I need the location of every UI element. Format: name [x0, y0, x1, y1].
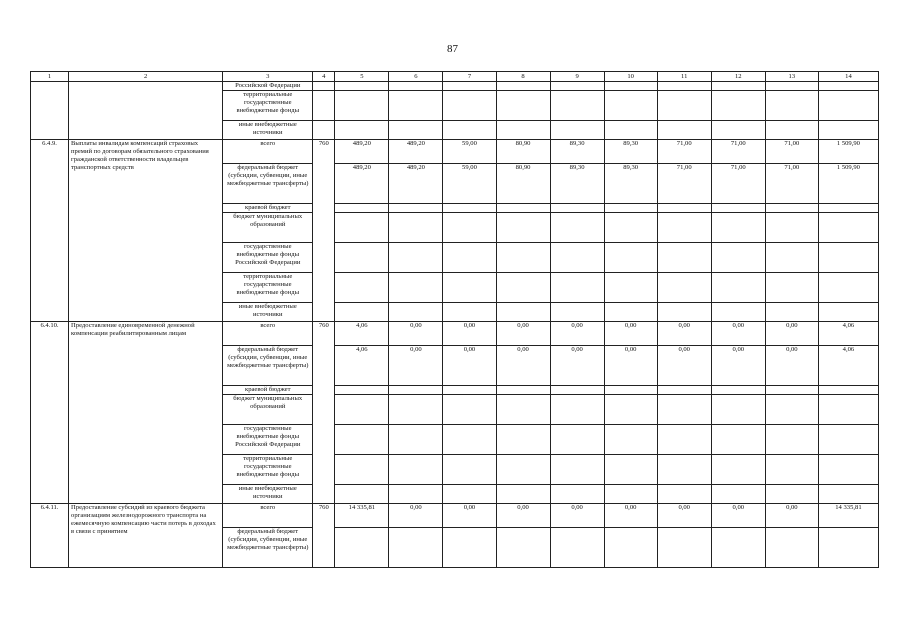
value-cell	[335, 91, 389, 121]
value-cell	[711, 204, 765, 213]
value-cell: 0,00	[604, 322, 657, 346]
value-cell	[550, 91, 604, 121]
funding-source-cell: иные внебюджетные источники	[223, 303, 313, 322]
value-cell	[443, 528, 496, 568]
value-cell	[389, 213, 443, 243]
value-cell	[389, 273, 443, 303]
value-cell	[765, 121, 818, 140]
value-cell	[711, 528, 765, 568]
funding-source-cell: территориальные государственные внебюджетные фонды	[223, 455, 313, 485]
value-cell	[604, 485, 657, 504]
value-cell: 71,00	[711, 164, 765, 204]
value-cell	[496, 82, 550, 91]
value-cell	[443, 243, 496, 273]
value-cell	[765, 91, 818, 121]
value-cell	[818, 91, 878, 121]
value-cell	[604, 455, 657, 485]
value-cell	[818, 243, 878, 273]
value-cell	[335, 455, 389, 485]
item-name: Предоставление субсидий из краевого бюджета организациям железнодорожного транспорта на ежемесячную компенсацию части потерь в доходах в связи с принятием	[69, 504, 223, 568]
value-cell	[550, 213, 604, 243]
value-cell	[604, 386, 657, 395]
value-cell	[496, 425, 550, 455]
value-cell	[711, 82, 765, 91]
value-cell	[550, 395, 604, 425]
value-cell	[818, 395, 878, 425]
code-cell: 760	[313, 322, 335, 504]
value-cell	[604, 425, 657, 455]
value-cell	[550, 204, 604, 213]
value-cell	[657, 91, 711, 121]
value-cell	[818, 425, 878, 455]
value-cell	[765, 273, 818, 303]
value-cell: 0,00	[389, 504, 443, 528]
value-cell: 0,00	[389, 322, 443, 346]
value-cell: 0,00	[711, 504, 765, 528]
value-cell	[389, 303, 443, 322]
value-cell	[657, 243, 711, 273]
value-cell	[765, 395, 818, 425]
column-header: 10	[604, 72, 657, 82]
column-header: 3	[223, 72, 313, 82]
value-cell	[604, 213, 657, 243]
value-cell	[335, 303, 389, 322]
value-cell	[711, 243, 765, 273]
value-cell	[818, 485, 878, 504]
value-cell	[389, 528, 443, 568]
value-cell	[313, 91, 335, 121]
value-cell	[711, 273, 765, 303]
value-cell	[818, 213, 878, 243]
value-cell	[711, 303, 765, 322]
value-cell	[335, 273, 389, 303]
value-cell	[657, 425, 711, 455]
value-cell	[389, 485, 443, 504]
value-cell	[496, 91, 550, 121]
name-cell	[69, 82, 223, 140]
value-cell	[604, 273, 657, 303]
value-cell: 0,00	[496, 346, 550, 386]
value-cell	[657, 395, 711, 425]
funding-source-cell: иные внебюджетные источники	[223, 485, 313, 504]
value-cell	[496, 395, 550, 425]
value-cell	[335, 395, 389, 425]
value-cell	[443, 213, 496, 243]
funding-source-cell: бюджет муниципальных образований	[223, 213, 313, 243]
value-cell	[604, 121, 657, 140]
value-cell	[657, 386, 711, 395]
table-row	[31, 82, 879, 91]
value-cell	[335, 121, 389, 140]
value-cell	[496, 121, 550, 140]
funding-source-cell: федеральный бюджет (субсидии, субвенции, иные межбюджетные трансферты)	[223, 528, 313, 568]
value-cell	[711, 425, 765, 455]
value-cell	[550, 303, 604, 322]
value-cell	[550, 273, 604, 303]
value-cell	[496, 303, 550, 322]
item-name: Предоставление единовременной денежной компенсации реабилитированным лицам	[69, 322, 223, 504]
code-cell: 760	[313, 140, 335, 322]
value-cell	[765, 213, 818, 243]
value-cell	[496, 204, 550, 213]
value-cell	[711, 213, 765, 243]
value-cell: 89,30	[604, 140, 657, 164]
value-cell: 0,00	[657, 504, 711, 528]
funding-source-cell: всего	[223, 504, 313, 528]
column-header: 5	[335, 72, 389, 82]
value-cell: 0,00	[604, 346, 657, 386]
value-cell	[765, 243, 818, 273]
code-cell: 760	[313, 504, 335, 568]
value-cell: 4,06	[818, 346, 878, 386]
value-cell	[657, 273, 711, 303]
item-number: 6.4.11.	[31, 504, 69, 568]
value-cell: 71,00	[765, 140, 818, 164]
value-cell	[389, 455, 443, 485]
value-cell: 71,00	[765, 164, 818, 204]
value-cell	[711, 455, 765, 485]
value-cell: 489,20	[389, 164, 443, 204]
column-header: 11	[657, 72, 711, 82]
value-cell	[657, 204, 711, 213]
column-header: 9	[550, 72, 604, 82]
value-cell	[711, 91, 765, 121]
num-cell	[31, 82, 69, 140]
value-cell: 4,06	[335, 346, 389, 386]
value-cell	[335, 243, 389, 273]
value-cell	[496, 213, 550, 243]
column-header: 4	[313, 72, 335, 82]
value-cell	[765, 204, 818, 213]
column-header: 1	[31, 72, 69, 82]
value-cell	[443, 82, 496, 91]
value-cell: 0,00	[711, 322, 765, 346]
value-cell	[604, 204, 657, 213]
value-cell: 0,00	[496, 322, 550, 346]
value-cell	[389, 395, 443, 425]
header-row	[31, 72, 879, 82]
value-cell: 71,00	[711, 140, 765, 164]
value-cell	[443, 303, 496, 322]
value-cell	[550, 485, 604, 504]
value-cell: 71,00	[657, 140, 711, 164]
value-cell	[443, 91, 496, 121]
value-cell	[604, 243, 657, 273]
value-cell	[604, 91, 657, 121]
value-cell	[818, 455, 878, 485]
value-cell	[389, 243, 443, 273]
value-cell	[443, 425, 496, 455]
value-cell: 0,00	[550, 346, 604, 386]
funding-source-cell: федеральный бюджет (субсидии, субвенции, иные межбюджетные трансферты)	[223, 164, 313, 204]
funding-source-cell: Российской Федерации	[223, 82, 313, 91]
value-cell	[550, 82, 604, 91]
value-cell	[550, 455, 604, 485]
value-cell: 89,30	[550, 164, 604, 204]
value-cell	[443, 204, 496, 213]
value-cell	[335, 213, 389, 243]
value-cell	[389, 425, 443, 455]
value-cell	[313, 121, 335, 140]
value-cell	[604, 303, 657, 322]
table-row	[31, 140, 879, 164]
value-cell	[335, 485, 389, 504]
value-cell	[550, 386, 604, 395]
value-cell	[496, 455, 550, 485]
funding-source-cell: территориальные государственные внебюджетные фонды	[223, 273, 313, 303]
value-cell	[496, 386, 550, 395]
value-cell: 0,00	[550, 322, 604, 346]
value-cell	[765, 82, 818, 91]
value-cell	[818, 303, 878, 322]
value-cell	[335, 528, 389, 568]
value-cell: 1 509,90	[818, 140, 878, 164]
value-cell	[818, 82, 878, 91]
value-cell	[711, 395, 765, 425]
value-cell	[313, 82, 335, 91]
value-cell: 14 335,81	[818, 504, 878, 528]
value-cell	[657, 485, 711, 504]
value-cell: 59,00	[443, 140, 496, 164]
funding-source-cell: территориальные государственные внебюджетные фонды	[223, 91, 313, 121]
value-cell: 489,20	[389, 140, 443, 164]
value-cell: 0,00	[443, 322, 496, 346]
value-cell	[765, 455, 818, 485]
value-cell	[550, 121, 604, 140]
value-cell: 0,00	[657, 322, 711, 346]
value-cell	[657, 82, 711, 91]
value-cell	[443, 273, 496, 303]
table-row	[31, 322, 879, 346]
value-cell: 0,00	[765, 346, 818, 386]
value-cell	[496, 485, 550, 504]
value-cell	[496, 243, 550, 273]
value-cell	[657, 455, 711, 485]
funding-source-cell: краевой бюджет	[223, 386, 313, 395]
value-cell	[550, 425, 604, 455]
value-cell: 14 335,81	[335, 504, 389, 528]
column-header: 2	[69, 72, 223, 82]
value-cell	[657, 213, 711, 243]
value-cell: 0,00	[711, 346, 765, 386]
value-cell: 4,06	[335, 322, 389, 346]
value-cell	[604, 82, 657, 91]
value-cell: 89,30	[604, 164, 657, 204]
value-cell	[604, 528, 657, 568]
value-cell: 0,00	[496, 504, 550, 528]
value-cell: 59,00	[443, 164, 496, 204]
value-cell	[335, 425, 389, 455]
value-cell	[443, 455, 496, 485]
value-cell: 0,00	[550, 504, 604, 528]
value-cell: 89,30	[550, 140, 604, 164]
column-header: 14	[818, 72, 878, 82]
value-cell	[550, 243, 604, 273]
value-cell	[818, 121, 878, 140]
value-cell	[657, 303, 711, 322]
value-cell	[657, 121, 711, 140]
value-cell: 0,00	[765, 322, 818, 346]
value-cell	[389, 386, 443, 395]
value-cell	[604, 395, 657, 425]
value-cell	[335, 386, 389, 395]
value-cell	[443, 386, 496, 395]
value-cell: 0,00	[657, 346, 711, 386]
value-cell: 4,06	[818, 322, 878, 346]
value-cell	[765, 303, 818, 322]
value-cell	[765, 528, 818, 568]
value-cell	[765, 485, 818, 504]
value-cell	[765, 425, 818, 455]
value-cell: 489,20	[335, 164, 389, 204]
funding-source-cell: государственные внебюджетные фонды Российской Федерации	[223, 243, 313, 273]
item-number: 6.4.10.	[31, 322, 69, 504]
value-cell	[818, 528, 878, 568]
value-cell	[765, 386, 818, 395]
value-cell: 1 509,90	[818, 164, 878, 204]
budget-table	[30, 71, 879, 568]
funding-source-cell: всего	[223, 322, 313, 346]
value-cell	[496, 273, 550, 303]
value-cell: 0,00	[443, 346, 496, 386]
value-cell: 0,00	[389, 346, 443, 386]
funding-source-cell: всего	[223, 140, 313, 164]
value-cell	[818, 273, 878, 303]
value-cell: 80,90	[496, 164, 550, 204]
value-cell	[389, 91, 443, 121]
funding-source-cell: краевой бюджет	[223, 204, 313, 213]
value-cell	[818, 204, 878, 213]
value-cell	[657, 528, 711, 568]
value-cell	[335, 204, 389, 213]
value-cell	[818, 386, 878, 395]
value-cell	[496, 528, 550, 568]
item-number: 6.4.9.	[31, 140, 69, 322]
funding-source-cell: бюджет муниципальных образований	[223, 395, 313, 425]
table-row	[31, 504, 879, 528]
value-cell	[443, 121, 496, 140]
column-header: 13	[765, 72, 818, 82]
value-cell: 71,00	[657, 164, 711, 204]
item-name: Выплаты инвалидам компенсаций страховых премий по договорам обязательного страхования гражданской ответственности владельцев транспортных средств	[69, 140, 223, 322]
value-cell: 0,00	[604, 504, 657, 528]
column-header: 7	[443, 72, 496, 82]
value-cell	[711, 485, 765, 504]
funding-source-cell: государственные внебюджетные фонды Российской Федерации	[223, 425, 313, 455]
value-cell	[389, 82, 443, 91]
column-header: 6	[389, 72, 443, 82]
value-cell: 80,90	[496, 140, 550, 164]
column-header: 12	[711, 72, 765, 82]
value-cell: 489,20	[335, 140, 389, 164]
value-cell	[711, 121, 765, 140]
value-cell	[443, 485, 496, 504]
column-header: 8	[496, 72, 550, 82]
value-cell	[550, 528, 604, 568]
value-cell	[711, 386, 765, 395]
funding-source-cell: федеральный бюджет (субсидии, субвенции, иные межбюджетные трансферты)	[223, 346, 313, 386]
value-cell	[389, 121, 443, 140]
value-cell	[443, 395, 496, 425]
value-cell	[335, 82, 389, 91]
funding-source-cell: иные внебюджетные источники	[223, 121, 313, 140]
value-cell: 0,00	[443, 504, 496, 528]
value-cell: 0,00	[765, 504, 818, 528]
value-cell	[389, 204, 443, 213]
page-number: 87	[447, 43, 458, 55]
